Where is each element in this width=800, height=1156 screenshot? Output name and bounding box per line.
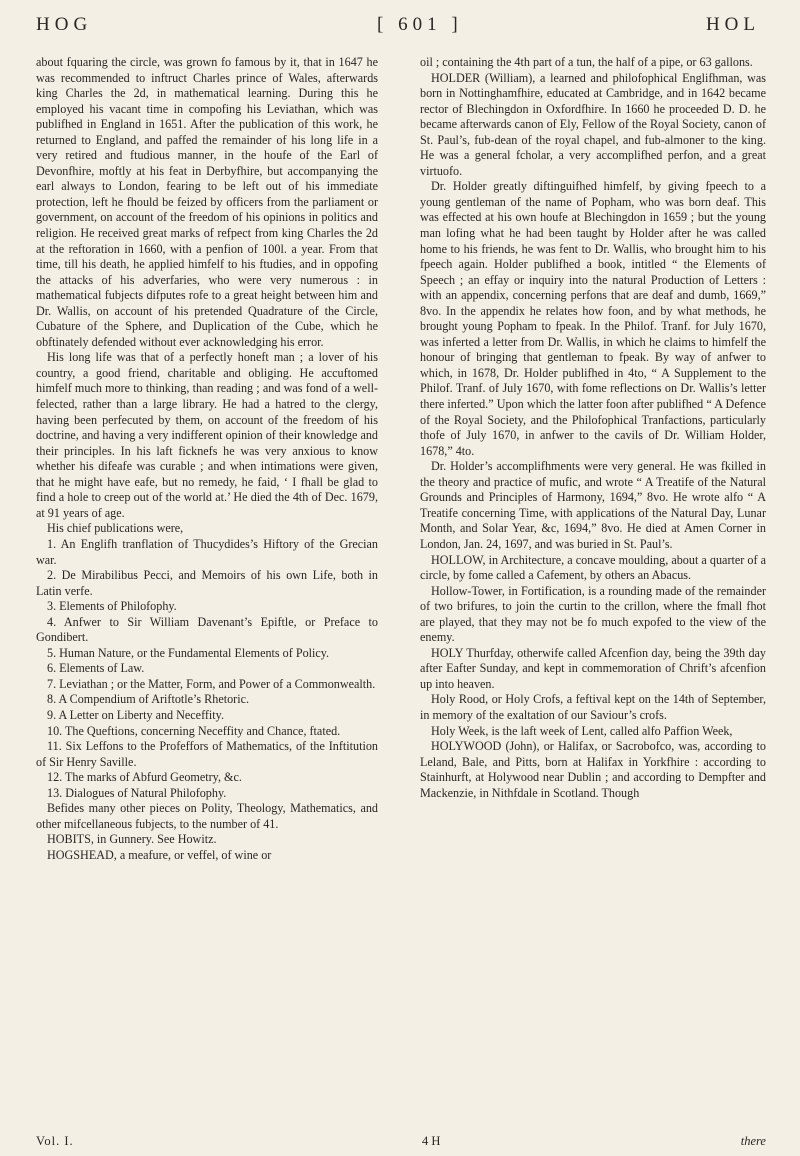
publication-item: 5. Human Nature, or the Fundamental Elements of Policy.: [47, 645, 330, 660]
entry-hogshead: HOGSHEAD, a meafure, or veffel, of wine or: [47, 847, 272, 862]
publication-item: 6. Elements of Law.: [47, 661, 145, 676]
publication-item: 1. An Englifh tranflation of Thucydides’s Hiftory of the Grecian war.: [36, 536, 378, 567]
publication-item: 8. A Compendium of Ariftotle’s Rhetoric.: [47, 692, 249, 707]
page-number: [ 601 ]: [377, 14, 463, 35]
publications-list: [36, 537, 378, 801]
publication-item: 11. Six Leffons to the Profeffors of Mathematics, of the Inftitution of Sir Henry Saville.: [36, 739, 378, 769]
header-left-word: HOG: [36, 14, 93, 35]
publication-item: 10. The Queftions, concerning Neceffity and Chance, ftated.: [47, 723, 341, 738]
publication-item: 7. Leviathan ; or the Matter, Form, and Power of a Commonwealth.: [47, 676, 376, 691]
entry-holder: HOLDER (William), a learned and philofophical Englifhman, was born in Nottinghamfhire, educated at Cambridge, and in 1642 became rector of Blechingdon in Oxfordfhire. In 1660 he proceeded D. D. he became afterwards canon of Ely, Fellow of the Royal Society, canon of St. Paul’s, fub-dean of the royal chapel, and fub-almoner to the king. He was a general fcholar, a very accomplifhed perfon, and a great virtuofo.: [420, 70, 766, 178]
running-header: [36, 14, 760, 48]
entry-holy-week: Holy Week, is the laft week of Lent, called alfo Paffion Week,: [431, 723, 733, 738]
catchword: there: [740, 1134, 766, 1148]
publication-item: 3. Elements of Philofophy.: [47, 599, 177, 614]
page-footer: [36, 1134, 766, 1154]
header-right-word: HOL: [705, 14, 760, 35]
entry-holy-thursday: HOLY Thurfday, otherwife called Afcenfion day, being the 39th day after Eafter Sunday, and kept in commemoration of Chrift’s afcenfion up into heaven.: [420, 645, 766, 691]
publication-item: 2. De Mirabilibus Pecci, and Memoirs of his own Life, both in Latin verfe.: [36, 568, 378, 598]
volume-label: Vol. I.: [36, 1134, 74, 1148]
publications-intro: His chief publications were,: [47, 521, 184, 536]
hobbes-paragraph-1: about fquaring the circle, was grown fo famous by it, that in 1647 he was recommended to inftruct Charles prince of Wales, afterwards king Charles the 2d, in mathematical learning. During this he employed his vacant time in compofing his Leviathan, which was publifhed in England in 1651. After the publication of this work, he returned to England, and paffed the remainder of his long life in a very retired and ftudious manner, in the houfe of the Earl of Devonfhire, moftly at his feat in Derbyfhire, but accompanying the earl always to London, fearing to be left out of his immediate protection, left he fhould be feized by officers from the parliament or government, on account of the freedom of his opinions in politics and religion. He received great marks of refpect from king Charles the 2d at the reftoration in 1660, with a penfion of 100l. a year. From that time, till his death, he applied himfelf to his ftudies, and in oppofing the attacks of his adverfaries, who were very numerous : in mathematical fubjects difputes rofe to a great height between him and Dr. Wallis, on account of his pretended Quadrature of the Circle, Cubature of the Sphere, and Duplication of the Cube, which he obftinately defended without ever acknowledging his error.: [36, 55, 378, 349]
publication-item: 9. A Letter on Liberty and Neceffity.: [47, 707, 224, 722]
publication-item: 13. Dialogues of Natural Philofophy.: [47, 785, 227, 800]
holder-paragraph-3: Dr. Holder’s accomplifhments were very general. He was fkilled in the theory and practice of mufic, and wrote “ A Treatife of the Natural Grounds and Principles of Harmony, 1694,” 8vo. He wrote alfo “ A Treatife concerning Time, with applications of the Natural Day, Lunar Month, and Solar Year, &c, 1694,” 8vo. He died at Amen Corner in London, Jan. 24, 1697, and was buried in St. Paul’s.: [420, 459, 766, 551]
hobbes-paragraph-2: His long life was that of a perfectly honeft man ; a lover of his country, a good friend, charitable and obliging. He accuftomed himfelf much more to thinking, than reading ; and was fond of a well-felected, rather than a large library. He had a hatred to the clergy, having been perfecuted by them, on account of the freedom of his doctrine, and having a very indifferent opinion of their knowledge and their principles. In his laft ficknefs he was very anxious to know whether his difeafe was curable ; and when intimations were given, that he might have eafe, but no remedy, he faid, ‘ I fhall be glad to find a hole to creep out of the world at.’ He died the 4th of Dec. 1679, at 91 years of age.: [36, 350, 378, 520]
entry-hollow-tower: Hollow-Tower, in Fortification, is a rounding made of the remainder of two brifures, to join the curtin to the crillon, where the fmall fhot are played, that they may not be fo much expofed to the view of the enemy.: [420, 583, 766, 645]
holder-paragraph-2: Dr. Holder greatly diftinguifhed himfelf, by giving fpeech to a young gentleman of the name of Popham, who was born deaf. This was effected at his own houfe at Blechingdon in 1659 ; but the young man lofing what he had been taught by Holder after he was called home to his friends, he was fent to Dr. Wallis, who brought him to his fpeech again. Holder publifhed a book, intitled “ the Elements of Speech ; an effay or inquiry into the natural Production of Letters : with an appendix, concerning perfons that are deaf and dumb, 1669,” 8vo. In the appendix he relates how foon, and by what methods, he brought young Popham to fpeak. In the Philof. Tranf. for July 1670, was inferted a letter from Dr. Wallis, in which he claims to himfelf the honour of bringing that gentleman to fpeak. By way of anfwer to which, in 1678, Dr. Holder publifhed in 4to, “ A Supplement to the Philof. Tranf. of July 1670, with fome reflections on Dr. Wallis’s letter there inferted.” Upon which the latter foon after publifhed “ A Defence of the Royal Society, and the Philofophical Tranfactions, particularly thofe of July 1670, in anfwer to the cavils of Dr. William Holder, 1678,” 4to.: [420, 179, 766, 458]
entry-hobits: HOBITS, in Gunnery. See Howitz.: [47, 832, 217, 847]
entry-hollow: HOLLOW, in Architecture, a concave moulding, about a quarter of a circle, by fome called a Cafement, by others an Abacus.: [420, 552, 766, 583]
entry-holy-rood: Holy Rood, or Holy Crofs, a feftival kept on the 14th of September, in memory of the exaltation of our Saviour’s crofs.: [420, 692, 766, 722]
left-column: [36, 55, 378, 863]
right-column: [420, 55, 766, 801]
signature-mark: 4 H: [422, 1134, 441, 1148]
publication-item: 12. The marks of Abfurd Geometry, &c.: [47, 770, 242, 785]
other-pieces-paragraph: Befides many other pieces on Polity, Theology, Mathematics, and other mifcellaneous fubjects, to the number of 41.: [36, 801, 378, 831]
publication-item: 4. Anfwer to Sir William Davenant’s Epiftle, or Preface to Gondibert.: [36, 614, 378, 645]
hogshead-continuation: oil ; containing the 4th part of a tun, the half of a pipe, or 63 gallons.: [420, 55, 753, 69]
entry-holywood: HOLYWOOD (John), or Halifax, or Sacrobofco, was, according to Leland, Bale, and Pitts, born at Halifax in Yorkfhire : according to Stainhurft, at Holywood near Dublin ; and according to Dempfter and Mackenzie, in Nithfdale in Scotland. Though: [420, 739, 766, 800]
